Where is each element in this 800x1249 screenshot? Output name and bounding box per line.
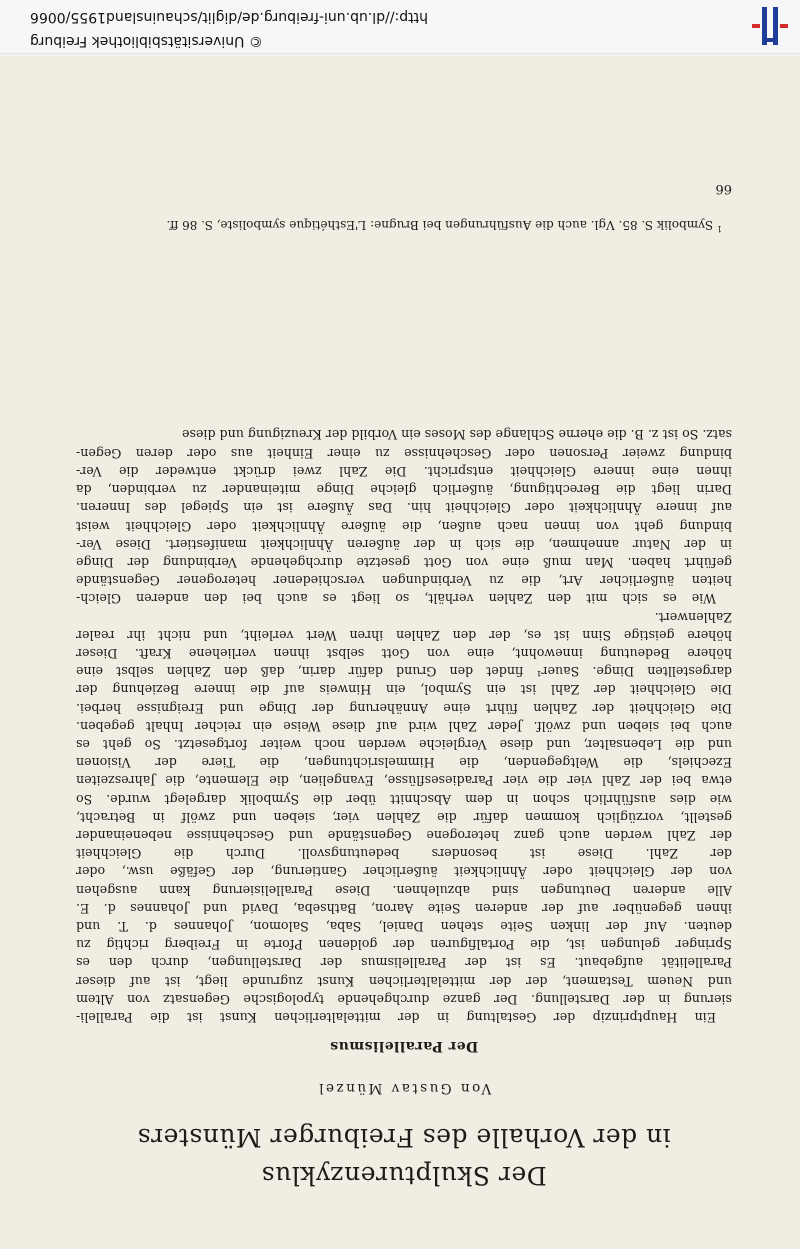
text-line: von der Gleichheit oder Ähnlichkeit äußerlicher Gantierung, der Gefäße usw., oder — [76, 864, 732, 880]
viewer-header — [0, 0, 800, 54]
text-line: auch bei sieben und zwölf. Jeder Zahl wird auf diese Weise ein reicher Inhalt gegeben. — [76, 718, 732, 734]
text-line: höhere Bedeutung innewohnt, eine von Gott selbst ihnen verliehene Kraft. Dieser — [76, 645, 732, 661]
text-line: der Zahl. Diese ist besonders bedeutungsvoll. Durch die Gleichheit — [76, 846, 732, 862]
text-line: satz. So ist z. B. die eherne Schlange des Moses ein Vorbild der Kreuzigung und diese — [182, 427, 732, 443]
author-line: Von Gustav Münzel — [316, 1080, 492, 1096]
text-block — [76, 425, 732, 1194]
text-line: Darin liegt die Berechtigung, äußerlich gleiche Dinge miteinander zu verbinden, da — [76, 482, 732, 498]
text-line: in der Natur annehmen, die sich in der äußeren Ähnlichkeit manifestiert. Diese Ver- — [76, 536, 732, 552]
section-heading: Der Parallelismus — [329, 1038, 479, 1054]
copyright-credit: © Universitätsbibliothek Freiburg — [30, 33, 263, 49]
text-line: bindung zweier Personen oder Geschehnisse zu einer Einheit aus oder deren Gegen- — [76, 445, 732, 461]
text-line: ihnen gegenüber auf der anderen Seite Aaron, Bathsebа, David und Johannes d. E. — [76, 900, 732, 916]
text-line: Die Gleichheit der Zahlen führt eine Annäherung der Dinge und Ereignisse herbei. — [76, 700, 732, 716]
text-line: Parallelität aufgebaut. Es ist der Parallelismus der Darstellungen, durch den es — [76, 955, 732, 971]
text-line: Wie es sich mit den Zahlen verhält, so liegt es auch bei den anderen Gleich- — [76, 591, 716, 607]
text-line: ihnen eine innere Gleichheit entspricht. Die Zahl zwei drückt entweder die Ver- — [76, 463, 732, 479]
page-number: 66 — [715, 181, 732, 196]
article-title — [76, 1118, 732, 1194]
text-line: Springer gelungen ist, die Portalfiguren der goldenen Pforte in Freiberg richtig zu — [76, 937, 732, 953]
text-line: Alle anderen Deutungen sind abzulehnen. Diese Parallelisierung kann ausgehen — [76, 882, 732, 898]
text-line: der Zahl werden auch ganz heterogene Gegenstände und Geschehnisse nebeneinander — [76, 827, 732, 843]
library-logo-icon — [752, 7, 788, 45]
footnote-text: Symbolik S. 85. Vgl. auch die Ausführungen bei Brugne: L'Esthétique symboliste, S. 86 ff. — [166, 218, 714, 232]
text-line: dargestellten Dinge. Sauer¹ findet den Grund dafür darin, daß den Zahlen selbst eine — [76, 664, 732, 680]
text-line: auf innere Ähnlichkeit oder Gleichheit hin. Das Äußere ist ein Spiegel des Inneren. — [76, 500, 732, 516]
text-line: heiten äußerlicher Art, die zu Verbindungen verschiedener heterogener Gegenstände — [76, 573, 732, 589]
text-line: und Neuem Testament, der der mittelalterlichen Kunst zugrunde liegt, ist auf dieser — [76, 973, 732, 989]
text-line: etwa bei der Zahl vier die vier Paradiesesflüsse, Evangelien, die Elemente, die Jahreszeiten — [76, 773, 732, 789]
text-line: sierung in der Darstellung. Der ganze durchgehende typologische Gegensatz von Altem — [76, 991, 732, 1007]
footnote-marker: 1 — [716, 224, 722, 233]
title-line-1: Der Skulpturenzyklus — [261, 1161, 547, 1190]
title-line-2: in der Vorhalle des Freiburger Münsters — [137, 1123, 671, 1152]
text-line: wie dies ausführlich schon in dem Abschnitt über die Symbolik dargelegt wurde. So — [76, 791, 732, 807]
source-url-link[interactable]: http://dl.ub.uni-freiburg.de/diglit/schauinsland1955/0066 — [30, 9, 428, 25]
text-line: und die Lebensalter, und diese Vergleiche werden noch weiter fortgesetzt. So geht es — [76, 736, 732, 752]
text-line: gestellt, vorzüglich kommen dafür die Zahlen vier, sieben und zwölf in Betracht, — [76, 809, 732, 825]
text-line: Ein Hauptprinzip der Gestaltung in der mittelalterlichen Kunst ist die Paralleli- — [76, 1010, 716, 1025]
text-line: bindung geht von innen nach außen, die äußere Ähnlichkeit oder Gleichheit weist — [76, 518, 732, 534]
paragraph-2 — [76, 425, 732, 607]
text-line: Zahlenwert. — [654, 609, 732, 625]
text-line: Ezechiels, die Weltgegenden, die Himmelsrichtungen, die Tiere der Visionen — [76, 755, 732, 771]
text-line: geführt haben. Man muß eine von Gott gesetzte durchgehende Verbindung der Dinge — [76, 554, 732, 570]
text-line: Die Gleichheit der Zahl ist ein Symbol, ein Hinweis auf die innere Beziehung der — [76, 682, 732, 698]
footnote — [76, 218, 732, 233]
paragraph-1 — [76, 607, 732, 1026]
scanned-page — [0, 56, 800, 1249]
text-line: höhere geistige Sinn ist es, der den Zahlen ihren Wert verleiht, und nicht ihr realer — [76, 627, 732, 643]
text-line: deuten. Auf der linken Seite stehen Daniel, Saba, Salomon, Johannes d. T. und — [76, 918, 732, 934]
